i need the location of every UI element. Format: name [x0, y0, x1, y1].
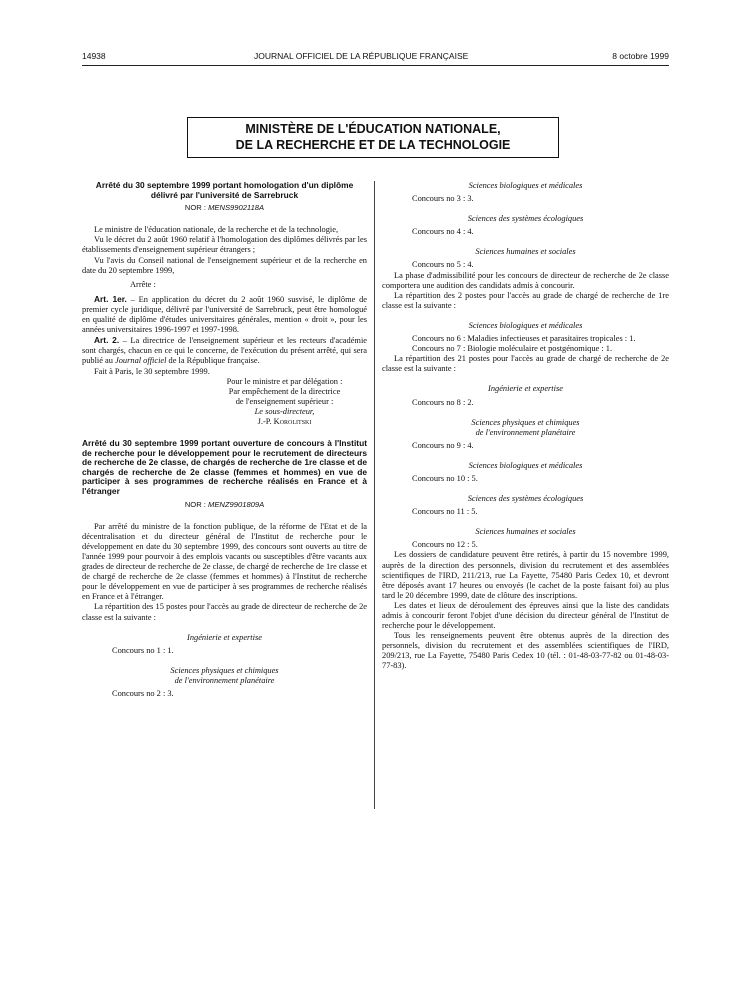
arrete2-paragraph-6: Les dossiers de candidature peuvent être retirés, à partir du 15 novembre 1999, auprès de la direction des personnels, division du recrutement et des assemblées scientifiques de l'IRD, 211/213, rue La Fayette, 75480 Paris Cedex 10, et devront être déposés avant 17 heures ou envoyés (le cachet de la poste faisant foi) au plus tard le 20 décembre 1999, date de clôture des inscriptions. — [382, 550, 669, 600]
concours-item: Concours no 11 : 5. — [412, 507, 478, 517]
nor-label: NOR : — [184, 203, 209, 213]
section-heading: Sciences humaines et sociales — [475, 527, 576, 537]
header-rule — [82, 65, 669, 66]
signature-line-3: de l'enseignement supérieur : — [235, 396, 334, 406]
ministry-heading-box — [187, 117, 559, 158]
arrete1-fait: Fait à Paris, le 30 septembre 1999. — [94, 366, 210, 376]
concours-item: Concours no 2 : 3. — [112, 689, 174, 699]
column-divider — [374, 181, 375, 809]
section-heading: Sciences biologiques et médicales — [468, 460, 583, 470]
arrete2-paragraph-4: La répartition des 2 postes pour l'accès au grade de chargé de recherche de 1re classe est la suivante : — [382, 290, 669, 310]
arrete2-paragraph-3: La phase d'admissibilité pour les concours de directeur de recherche de 2e classe comportera une audition des candidats admis à concourir. — [382, 270, 669, 290]
signatory-initials: J.-P. — [257, 416, 274, 426]
arrete1-article-2 — [82, 335, 367, 366]
section-heading: Sciences des systèmes écologiques — [467, 494, 584, 504]
concours-item: Concours no 9 : 4. — [412, 440, 474, 450]
signature-name — [202, 417, 367, 427]
arrete2-paragraph-1: Par arrêté du ministre de la fonction publique, de la réforme de l'Etat et de la décentralisation et du directeur général de l'Institut de recherche pour le développement en date du 30 septembre 1999, des concours sont ouverts au titre de l'année 1999 pour pourvoir à des emplois vacants ou susceptibles d'être vacants aux grades de directeur de recherche de 2e classe, de chargé de recherche de 1re classe et de chargé de recherche de 2e classe (femmes et hommes) à l'Institut de recherche pour le développement en vue de participer à ses programmes de recherche réalisés en France et à l'étranger. — [82, 521, 367, 602]
arrete1-article-1 — [82, 294, 367, 335]
page-number: 14938 — [82, 51, 106, 61]
ministry-line-1: MINISTÈRE DE L'ÉDUCATION NATIONALE, — [245, 122, 501, 136]
section-heading-cont: de l'environnement planétaire — [174, 675, 275, 685]
arrete1-minister: Le ministre de l'éducation nationale, de la recherche et de la technologie, — [94, 225, 339, 235]
publication-date: 8 octobre 1999 — [612, 51, 669, 61]
concours-item: Concours no 4 : 4. — [412, 227, 474, 237]
arrete1-vu-decret: Vu le décret du 2 août 1960 relatif à l'homologation des diplômes délivrés par les établissements d'enseignement supérieur étrangers ; — [82, 235, 367, 255]
nor-code: MENS9902118A — [208, 203, 265, 213]
section-heading: Ingénierie et expertise — [187, 632, 262, 642]
right-column — [382, 181, 669, 672]
concours-item: Concours no 1 : 1. — [112, 645, 174, 655]
journal-title: JOURNAL OFFICIEL DE LA RÉPUBLIQUE FRANÇAISE — [254, 51, 469, 61]
signatory-surname: Korolitski — [273, 416, 312, 426]
article-1-text: – En application du décret du 2 août 1960 susvisé, le diplôme de premier cycle juridique, délivré par l'université de Sarrebruck, peut être homologué en qualité de diplôme d'études universitaires générales, mention « droit », pour les années universitaires 1996-1997 et 1997-1998. — [82, 294, 367, 335]
concours-item: Concours no 7 : Biologie moléculaire et postgénomique : 1. — [412, 344, 613, 354]
signature-line-2: Par empêchement de la directrice — [228, 386, 341, 396]
arrete2-paragraph-2: La répartition des 15 postes pour l'accès au grade de directeur de recherche de 2e classe est la suivante : — [82, 602, 367, 622]
arrete2-paragraph-8: Tous les renseignements peuvent être obtenus auprès de la direction des personnels, division du recrutement et des assemblées scientifiques de l'IRD, 209/213, rue La Fayette, 75480 Paris Cedex 10 (tél. : 01-48-03-77-82 ou 01-48-03-77-83). — [382, 631, 669, 671]
concours-item: Concours no 12 : 5. — [412, 540, 478, 550]
signature-line-4: Le sous-directeur, — [254, 406, 315, 416]
section-heading: Sciences humaines et sociales — [475, 247, 576, 257]
article-2-text-end: de la République française. — [166, 356, 260, 366]
page-header — [82, 51, 669, 63]
journal-officiel-ref: Journal officiel — [115, 356, 167, 366]
left-column — [82, 181, 367, 699]
section-heading: Ingénierie et expertise — [488, 384, 563, 394]
arrete2-title: Arrêté du 30 septembre 1999 portant ouverture de concours à l'Institut de recherche pour le développement pour le recrutement de directeurs de recherche de 2e classe, de chargés de recherche de 1re classe et de chargés de recherche de 2e classe (femmes et hommes) en vue de participer à ses programmes de recherche réalisés en France et à l'étranger — [82, 438, 367, 497]
nor-label: NOR : — [184, 499, 209, 509]
section-heading: Sciences biologiques et médicales — [468, 320, 583, 330]
concours-item: Concours no 10 : 5. — [412, 473, 478, 483]
concours-item: Concours no 3 : 3. — [412, 194, 474, 204]
concours-item: Concours no 5 : 4. — [412, 260, 474, 270]
arrete2-paragraph-7: Les dates et lieux de déroulement des épreuves ainsi que la liste des candidats admis à concourir feront l'objet d'une décision du directeur général de l'Institut de recherche pour le développement. — [382, 600, 669, 631]
concours-item: Concours no 6 : Maladies infectieuses et parasitaires tropicales : 1. — [412, 334, 636, 344]
nor-code: MENZ9901809A — [208, 499, 265, 509]
article-2-text: – La directrice de l'enseignement supérieur et les recteurs d'académie sont chargés, chacun en ce qui le concerne, de l'exécution du présent arrêté, qui sera publié au — [82, 336, 367, 366]
section-heading-cont: de l'environnement planétaire — [475, 427, 576, 437]
arrete1-arrete: Arrête : — [130, 279, 156, 289]
arrete1-title: Arrêté du 30 septembre 1999 portant homologation d'un diplôme délivré par l'université de Sarrebruck — [95, 180, 354, 200]
section-heading: Sciences physiques et chimiques — [471, 417, 580, 427]
section-heading: Sciences des systèmes écologiques — [467, 214, 584, 224]
arrete1-vu-avis: Vu l'avis du Conseil national de l'enseignement supérieur et de la recherche en date du 20 septembre 1999, — [82, 255, 367, 275]
article-2-label: Art. 2. — [94, 335, 120, 346]
ministry-line-2: DE LA RECHERCHE ET DE LA TECHNOLOGIE — [235, 138, 511, 152]
concours-item: Concours no 8 : 2. — [412, 397, 474, 407]
signature-line-1: Pour le ministre et par délégation : — [226, 376, 343, 386]
arrete2-paragraph-5: La répartition des 21 postes pour l'accès au grade de chargé de recherche de 2e classe est la suivante : — [382, 354, 669, 374]
section-heading: Sciences physiques et chimiques — [170, 665, 279, 675]
arrete1-nor — [82, 203, 367, 213]
section-heading: Sciences biologiques et médicales — [468, 181, 583, 190]
arrete2-nor — [82, 500, 367, 510]
article-1-label: Art. 1er. — [94, 293, 127, 304]
